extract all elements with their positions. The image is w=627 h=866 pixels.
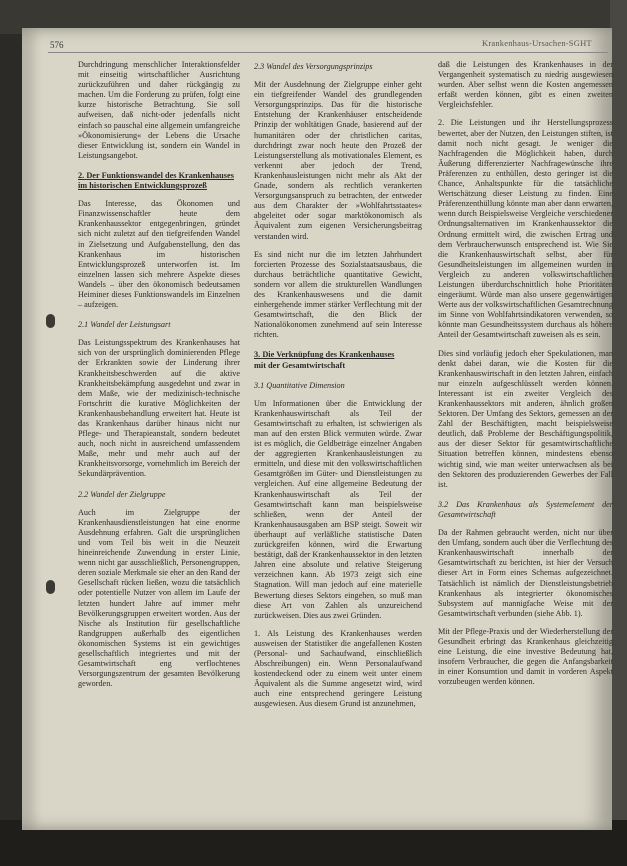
paragraph: 2. Die Leistungen und ihr Herstellungsprozess bewertet, aber der Nutzen, den Leistungen stiften, ist damit noch nicht gesagt. Je weniger die Nachfragenden die Möglichkeit haben, durch Äußerung differenzierter Nachfragewünsche ihre Präferenzen zu enthüllen, desto geringer ist die Chance, Anhaltspunkte für die tatsächliche Wertschätzung dieser Leistung zu finden. Eine Präferenzenthüllung könnte man aber dann erwarten, wenn durch Beispielsweise Vergleiche verschiedener Ordnungsalternativen im Krankenhaussektor die Ordnung ermittelt wird, die zwischen Ertrag und dem Verbraucherwunsch entsprechend ist. Wie Sie die Krankenhauswirtschaft selbst, aber für Gesundheitsleistungen im allgemeinen wurden in Vergleich zu anderen volkswirtschaftlichen Leistungen überdurchschnittlich hohe Prioritäten eingeräumt. Würde man also unsere gegenwärtigen Werte aus der volkswirtschaftlichen Gesamtrechnung im Sinne von Wohlfahrtsindikatoren verwenden, so könnte man Gesundheitssystem durchaus als höhere Anteil der Gesamtwirtschaft zuweisen als es sein. bbox=[438, 118, 613, 340]
section-number: 3. bbox=[254, 350, 261, 360]
binder-hole bbox=[46, 314, 55, 328]
subsection-heading: 3.1 Quantitative Dimension bbox=[254, 380, 345, 390]
running-head: Krankenhaus-Ursachen-SGHT bbox=[482, 38, 592, 48]
section-heading-line bbox=[254, 350, 422, 360]
subsection-heading: 3.2 Das Krankenhaus als Systemelement der Gesamtwirtschaft bbox=[438, 499, 613, 519]
text-column-1 bbox=[78, 60, 240, 697]
paragraph: Das Leistungsspektrum des Krankenhauses hat sich von der ursprünglich dominierenden Pflege der Erkrankten sowie der Linderung ihrer Krankheitsbeschwerden auf die aktive Krankheitsbekämpfung ausgedehnt und zwar in dem Maße, wie der medizinisch-technische Fortschritt die kurative Möglichkeiten der Krankenhausbehandlung erweitert hat. Heute ist das Krankenhaus darüber hinaus nicht nur Pflege- und Therapieanstalt, sondern bedeutet auch, noch nicht in ausreichend umfassendem Maße, mehr und mehr auch auf der Krankheitsvorsorge, vornehmlich im Bereich der Sekundärprävention. bbox=[78, 338, 240, 479]
document-page bbox=[22, 28, 612, 830]
subsection-heading: 2.3 Wandel des Versorgungsprinzips bbox=[254, 62, 373, 71]
paragraph: Auch im Zielgruppe der Krankenhausdienstleistungen hat eine enorme Ausdehnung erfahren. Galt die ursprünglichen und vom Teil bis weit in die Neuzeit hineinreichende Zuwendung in erster Linie, wenn nicht gar ausschließlich, Personengruppen, deren soziale Merkmale sie eher an den Rand der Gesellschaft rücken ließen, wozu die tatsächlich oder potentielle Nutzer von allem im Laufe der letzten hundert Jahre auf immer mehr Bevölkerungsgruppen erweitert worden. Aus der Nische als Institution für gesellschaftliche Randgruppen außerhalb des eigentlichen ökonomischen Systems ist ein gewichtiges gesellschaftlich integriertes und mit der Gesamtwirtschaft eng verflochtenes Versorgungszentrum der gesamten Bevölkerung geworden. bbox=[78, 507, 240, 689]
section-title: Der Funktionswandel des Krankenhauses bbox=[86, 170, 234, 180]
text-column-3 bbox=[438, 60, 613, 695]
paragraph: Um Informationen über die Entwicklung der Krankenhauswirtschaft als Teil der Gesamtwirtschaft zu erhalten, ist schwierigen als man auf den ersten Blick vermuten würde. Zwar ist es möglich, die Geldbeträge einzelner Angaben der aggregierten Krankenhausleistungen zu ermitteln, und diese mit den volkswirtschaftlichen Gesamtgrößen im Güter- und Dienstleistungen zu vergleichen. Auf eine allgemeine Bedeutung der Krankenhauswirtschaft als Teil der Gesamtwirtschaft kann man beispielsweise schließen, wenn der Anteil der Krankenhausausgaben am BSP steigt. Soweit wir überhaupt auf verläßliche statistische Daten zurückgreifen können, wird die Erwartung bestätigt, daß der Krankenhaussektor in den letzten Jahren eine absolute und relative Steigerung verzeichnen kann. Ab 1973 zeigt sich eine Stagnation. Will man jedoch auf eine materielle Bewertung dieses Sektors eingehen, so muß man diese Art von Zahlen als unzureichend zurückweisen. Dies aus zwei Gründen. bbox=[254, 398, 422, 620]
paragraph: Mit der Ausdehnung der Zielgruppe einher geht ein tiefgreifender Wandel des grundlegenden Versorgungsprinzips. Das für die historische Entstehung der Krankenhäuser entscheidende Prinzip der wohltätigen Gnade, basierend auf der humanitären oder der christlichen caritas, durchdringt zwar noch heute den Prozeß der Leistungserstellung als motivationales Element, es verkennt aber jedoch der Trend, Krankenhausleistungen nicht mehr als Akt der Gnade, sondern als rechtlich verankerten Versorgungsanspruch zu betrachten, der entweder aus dem Charakter der »Wohlfahrtsstaates« abgeleitet oder sogar marktökonomisch als Äquivalent zum eigenen Versicherungsbeitrag verstanden wird. bbox=[254, 80, 422, 241]
subsection-heading: 2.1 Wandel der Leistungsart bbox=[78, 320, 171, 330]
text-column-2 bbox=[254, 60, 422, 718]
paragraph: Dies sind vorläufig jedoch eher Spekulationen, man denkt dabei daran, wie die Kosten für die Krankenhauswirtschaft in den letzten Jahren, einfach nur einzeln aufgeschlüsselt werden können. Interessant ist ein zweiter Vergleich des Krankenhaussektors mit anderen, ähnlich großen Sektoren. Der Umfang des Sektors, gemessen an der Zahl der Beschäftigten, macht beispielsweise deutlich, daß Probleme der Beschäftigungspolitik, aus der dieser Sektor für gesamtwirtschaftliche Situation betreffen können, mindestens ebenso wichtig sind, wie man weiter unterwachsen als bei den Sektoren des produzierenden Gewerbes der Fall ist. bbox=[438, 348, 613, 489]
section-heading-line bbox=[78, 171, 240, 181]
section-heading bbox=[254, 350, 422, 370]
header-rule bbox=[48, 52, 608, 53]
binder-hole bbox=[46, 580, 55, 594]
paragraph: Durchdringung menschlicher Interaktionsfelder mit einseitig wirtschaftlicher Ausrichtung zurückzuführen und daher rückgängig zu machen. Um die Forderung zu prüfen, folgt eine kurze historische Betrachtung. Sie soll aufweisen, daß nicht-oder jedenfalls nicht einfach so pauschal eine allgemein umfangreiche »Ökonomisierung« der Lebens die Ursache dieser Entwicklung ist, sondern ein Wandel in Leistungsangebot. bbox=[78, 60, 240, 160]
section-heading-line-2: mit der Gesamtwirtschaft bbox=[254, 360, 346, 370]
paragraph: daß die Leistungen des Krankenhauses in der Vergangenheit systematisch zu niedrig ausgewiesen wurden. Aber selbst wenn die Kosten angemessen erfaßt werden können, gibt es einen zweiten Vergleichsfehler. bbox=[438, 60, 613, 110]
paragraph: Das Interesse, das Ökonomen und Finanzwissenschaftler heute dem Krankenhaussektor entgegenbringen, gründet sich nicht zuletzt auf den tiefgreifenden Wandel in Zielsetzung und Aufgabenstellung, den das Krankenhaus im historischen Entwicklungsprozeß unterworfen ist. Im einzelnen lassen sich mehrere Aspekte dieses Wandels – über den ökonomisch bedeutsamen Heiminer dieses Funktionswandels im Einzelnen – aufzeigen. bbox=[78, 199, 240, 310]
section-heading bbox=[78, 171, 240, 191]
section-title: Die Verknüpfung des Krankenhauses bbox=[262, 350, 395, 360]
paragraph: 1. Als Leistung des Krankenhauses werden ausweisen der Statistiker die angefallenen Kosten (Personal- und Sachaufwand, einschließlich Abschreibungen) ein. Wenn Personalaufwand kostendeckend oder zu einem weit unter einem Äquivalent als die Summe angesetzt wird, wird auch eine entsprechend geringere Leistung ausgewiesen. Aus diesem Grund ist anzunehmen, bbox=[254, 628, 422, 709]
page-number: 576 bbox=[50, 40, 64, 50]
subsection-heading: 2.2 Wandel der Zielgruppe bbox=[78, 489, 166, 499]
paragraph: Da der Rahmen gebraucht werden, nicht nur über den Umfang, sondern auch über die Verflechtung des Krankenhauswirtschaft innerhalb der Gesamtwirtschaft zu berichten, ist hier der Versuch dieser Art in Form eines Schemas aufgezeichnet. Tatsächlich ist nämlich der Dienstleistungsbetrieb Krankenhaus als integrierter ökonomisches Subsystem auf mannigfache Weise mit der Gesamtwirtschaft verbunden (siehe Abb. 1). bbox=[438, 528, 613, 618]
section-heading-line-2: im historischen Entwicklungsprozeß bbox=[78, 181, 207, 191]
paragraph: Es sind nicht nur die im letzten Jahrhundert forcierten Prozesse des Sozialstaatsausbaus, die durchaus beträchtliche quantitative Gewicht, sondern vor allem die strukturellen Wandlungen des Krankenhauswesens und die damit einhergehende immer stärker Verflechtung mit der Gesamtwirtschaft, die den Blick der Nationalökonomen zunehmend auf sein Interesse richten. bbox=[254, 249, 422, 340]
paragraph: Mit der Pflege-Praxis und der Wiederherstellung der Gesundheit erbringt das Krankenhaus gleichzeitig eine Leistung, die eine investive Bedeutung hat, insofern Verbraucher, die gegen die Anfangsbarkeit in einer Konsumtion und damit in vorderen Aspekt vorzubeugen werden können. bbox=[438, 626, 613, 687]
section-number: 2. bbox=[78, 170, 85, 180]
